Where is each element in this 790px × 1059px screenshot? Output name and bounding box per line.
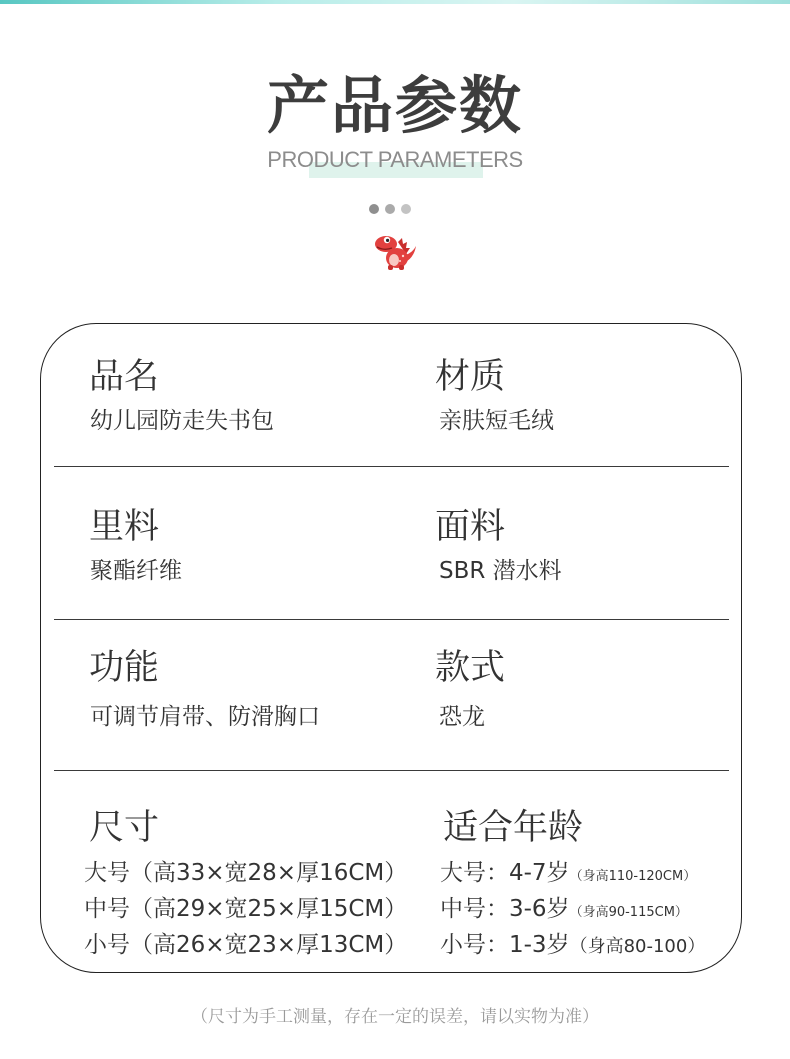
age-row-medium xyxy=(440,894,688,928)
age-row-note: （身高110-120CM） xyxy=(569,869,697,884)
age-row-note: （身高90-115CM） xyxy=(569,905,688,920)
dot-icon xyxy=(369,204,379,214)
dot-icon xyxy=(401,204,411,214)
size-row-medium: 中号（高29×宽25×厚15CM） xyxy=(84,896,408,922)
page-title: 产品参数 xyxy=(266,69,523,142)
page-subtitle: PRODUCT PARAMETERS xyxy=(267,147,523,172)
age-row-main: 大号：4-7岁 xyxy=(440,860,570,886)
style-label: 款式 xyxy=(435,648,506,688)
age-row-main: 中号：3-6岁 xyxy=(440,896,570,922)
material-label: 材质 xyxy=(435,357,506,397)
decorative-dots xyxy=(369,204,419,216)
row-divider xyxy=(54,466,729,467)
age-label: 适合年龄 xyxy=(443,808,584,848)
function-label: 功能 xyxy=(89,648,160,688)
age-row-small xyxy=(440,930,705,962)
size-row-large: 大号（高33×宽28×厚16CM） xyxy=(84,860,408,886)
subtitle-block xyxy=(0,146,790,174)
dinosaur-icon xyxy=(372,230,418,272)
fabric-label: 面料 xyxy=(435,507,506,547)
lining-label: 里料 xyxy=(89,507,160,547)
dot-icon xyxy=(385,204,395,214)
style-value: 恐龙 xyxy=(439,704,485,730)
product-name-label: 品名 xyxy=(89,357,160,397)
age-row-large xyxy=(440,858,696,892)
function-value: 可调节肩带、防滑胸口 xyxy=(90,704,320,730)
measurement-note: （尺寸为手工测量，存在一定的误差，请以实物为准） xyxy=(191,1007,599,1027)
row-divider xyxy=(54,770,729,771)
material-value: 亲肤短毛绒 xyxy=(439,408,554,434)
top-accent-bar xyxy=(0,0,790,4)
row-divider xyxy=(54,619,729,620)
age-row-main: 小号：1-3岁 xyxy=(440,932,570,958)
product-name-value: 幼儿园防走失书包 xyxy=(90,408,274,434)
size-label: 尺寸 xyxy=(89,808,160,848)
age-row-note: （身高80-100） xyxy=(569,936,706,957)
lining-value: 聚酯纤维 xyxy=(90,558,182,584)
size-row-small: 小号（高26×宽23×厚13CM） xyxy=(84,932,408,958)
fabric-value: SBR 潜水料 xyxy=(439,558,562,584)
